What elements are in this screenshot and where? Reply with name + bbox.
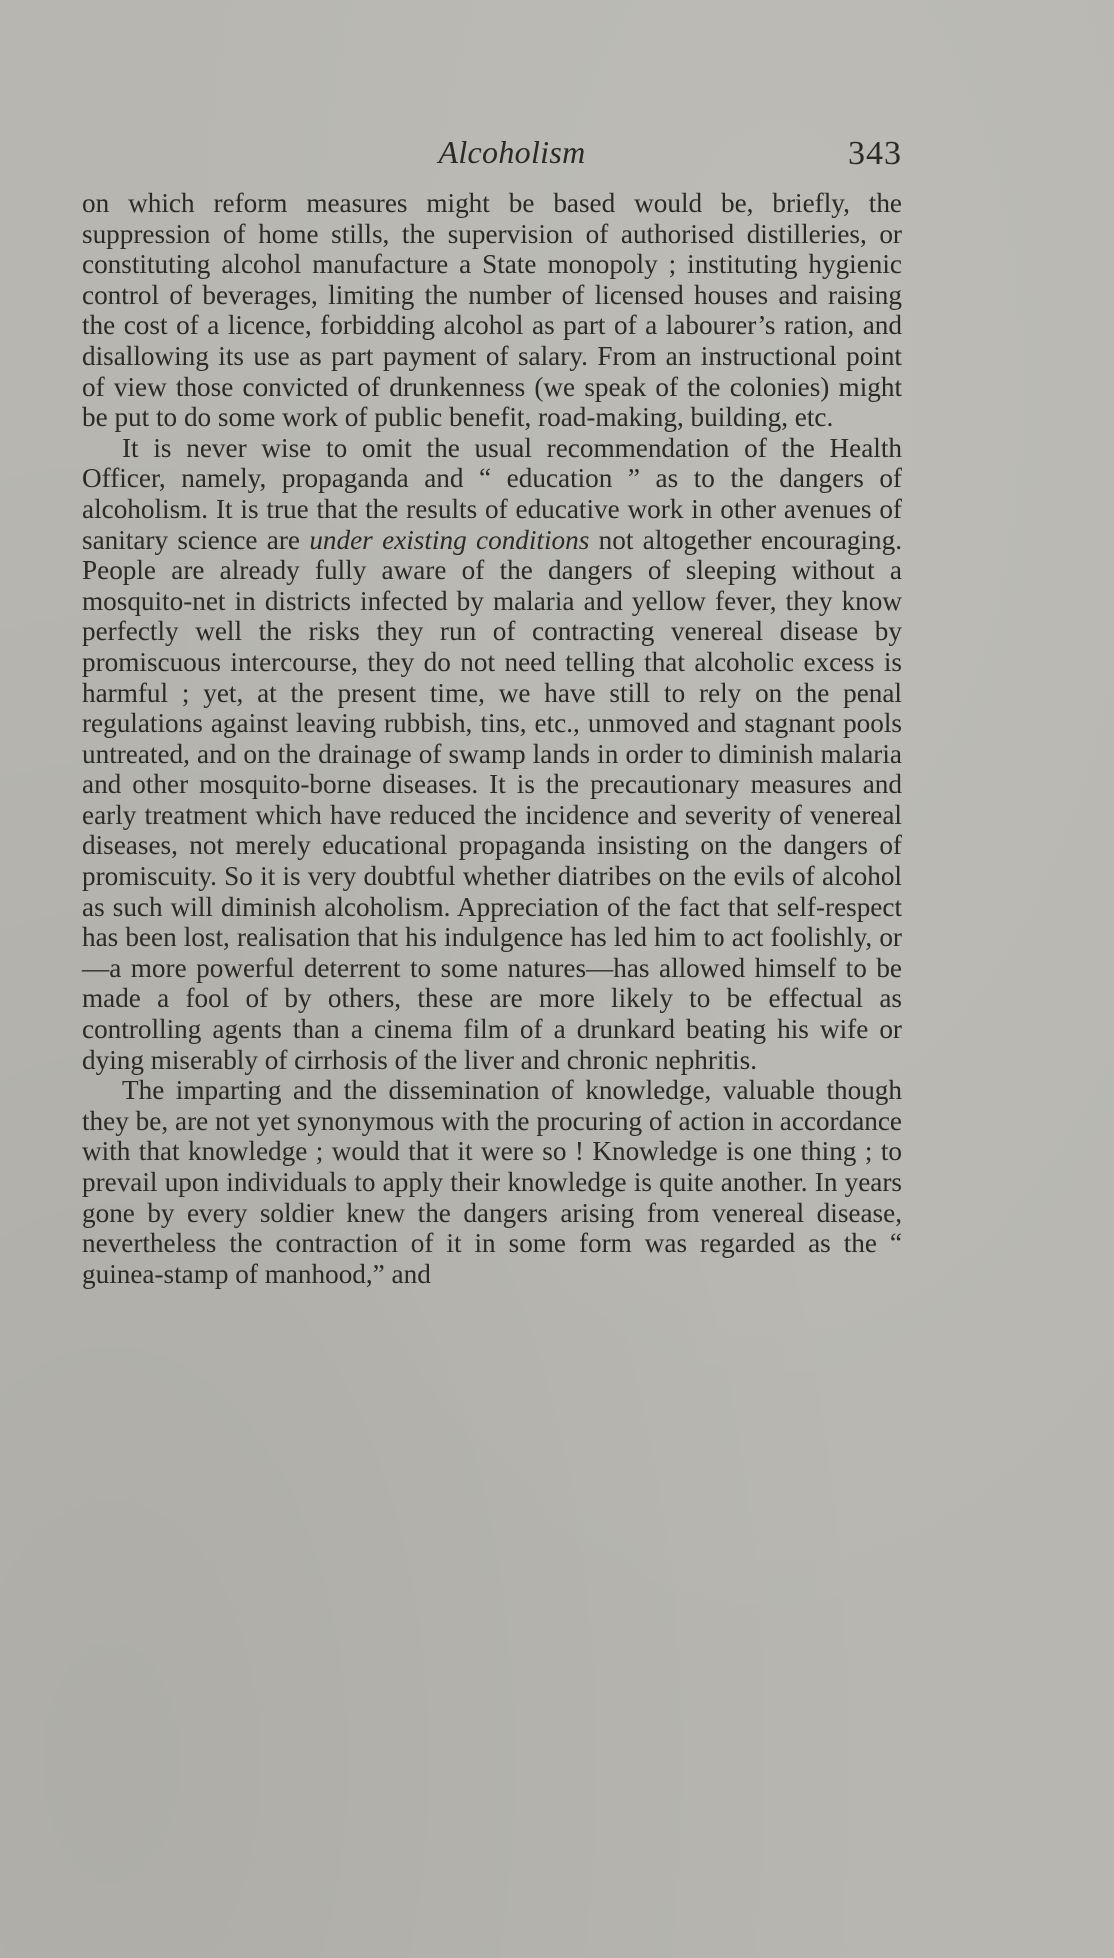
paragraph-1 bbox=[82, 188, 902, 433]
paragraph-2-text-a: It is never wise to omit the usual recommendation of the Health Officer, namely, propaganda and “ education ” as to the dangers of alcoholism. It is true that the results of educative work in other avenues of sanitary science are bbox=[82, 432, 902, 555]
paragraph-3-text: The imparting and the dissemination of knowledge, valuable though they be, are not yet synonymous with the procuring of action in accordance with that knowledge ; would that it were so ! Knowledge is one thing ; to prevail upon individuals to apply their knowledge is quite another. In years gone by every soldier knew the dangers arising from venereal disease, nevertheless the contraction of it in some form was regarded as the “ guinea-stamp of manhood,” and bbox=[82, 1075, 902, 1289]
paragraph-2-text-b: not altogether encouraging. People are already fully aware of the dangers of sleeping without a mosquito-net in districts infected by malaria and yellow fever, they know perfectly well the risks they run of contracting venereal disease by promiscuous intercourse, they do not need telling that alcoholic excess is harmful ; yet, at the present time, we have still to rely on the penal regulations against leaving rubbish, tins, etc., unmoved and stagnant pools untreated, and on the drainage of swamp lands in order to diminish malaria and other mosquito-borne diseases. It is the precautionary measures and early treatment which have reduced the incidence and severity of venereal diseases, not merely educational propaganda insisting on the dangers of promiscuity. So it is very doubtful whether diatribes on the evils of alcohol as such will diminish alcoholism. Appreciation of the fact that self-respect has been lost, realisation that his indulgence has led him to act foolishly, or—a more powerful deterrent to some natures—has allowed himself to be made a fool of by others, these are more likely to be effectual as controlling agents than a cinema film of a drunkard beating his wife or dying miserably of cirrhosis of the liver and chronic nephritis. bbox=[82, 524, 902, 1075]
paragraph-3 bbox=[82, 1075, 902, 1289]
paragraph-2-italic-phrase: under existing conditions bbox=[309, 524, 590, 555]
running-title: Alcoholism bbox=[438, 134, 586, 170]
paragraph-2 bbox=[82, 433, 902, 1075]
running-head bbox=[82, 130, 902, 180]
paragraph-1-text: on which reform measures might be based would be, briefly, the suppression of home stills, the supervision of authorised distilleries, or constituting alcohol manufacture a State monopoly ; instituting hygienic control of beverages, limiting the number of licensed houses and raising the cost of a licence, forbidding alcohol as part of a labourer’s ration, and disallowing its use as part payment of salary. From an instructional point of view those convicted of drunkenness (we speak of the colonies) might be put to do some work of public benefit, road-making, building, etc. bbox=[82, 188, 902, 433]
page-number: 343 bbox=[848, 135, 902, 172]
body-text bbox=[82, 188, 902, 1289]
